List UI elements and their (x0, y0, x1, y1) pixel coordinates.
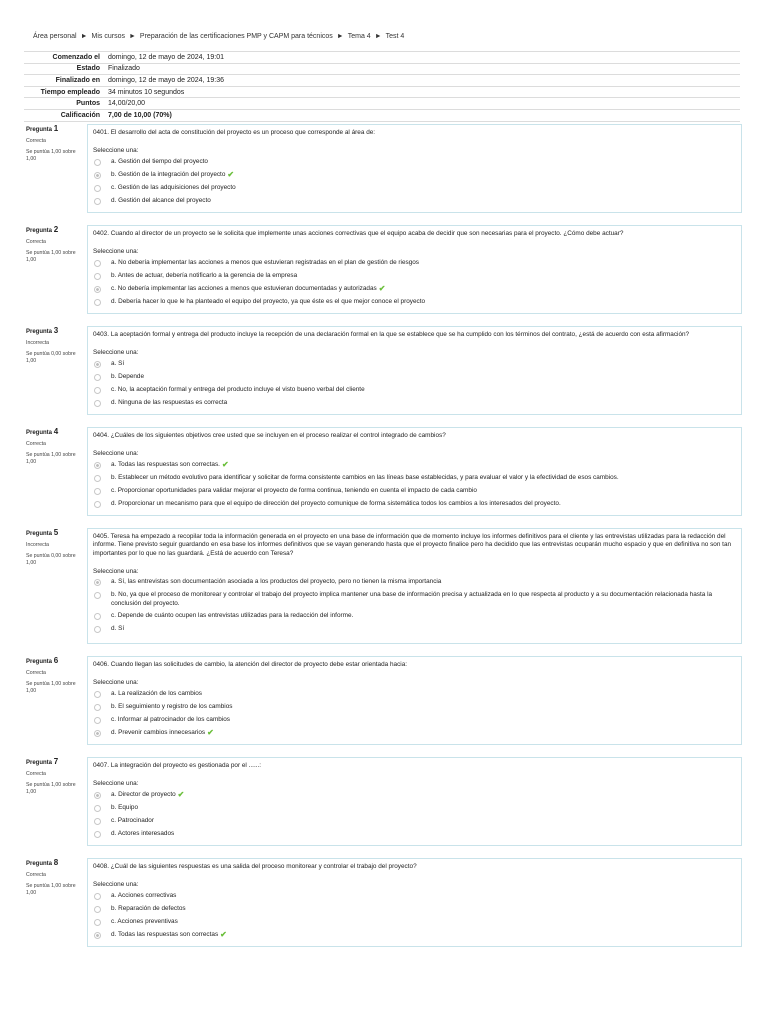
question-score: Se puntúa 1,00 sobre 1,00 (26, 680, 76, 694)
option-a[interactable] (93, 578, 736, 591)
option-label: a. No debería implementar las acciones a menos que estuvieran registradas en el plan de gestión de riesgos (111, 258, 419, 266)
radio-button[interactable] (94, 691, 101, 698)
option-label: a. Acciones correctivas (111, 891, 177, 899)
question-box (87, 656, 742, 745)
select-one-prompt: Seleccione una: (93, 450, 139, 458)
radio-button[interactable] (94, 704, 101, 711)
question-text: 0407. La integración del proyecto es gestionada por el ......: (93, 762, 262, 769)
option-c[interactable] (93, 918, 736, 931)
radio-button-selected[interactable] (94, 730, 101, 737)
question-info (26, 858, 82, 897)
radio-button-selected[interactable] (94, 286, 101, 293)
question-num: 8 (53, 858, 59, 867)
option-label: b. Equipo (111, 803, 139, 811)
question-number (26, 124, 82, 135)
option-d[interactable] (93, 298, 736, 311)
summary-value: 34 minutos 10 segundos (104, 86, 740, 98)
question-number (26, 427, 82, 438)
breadcrumb-test[interactable]: Test 4 (385, 33, 405, 40)
option-d[interactable] (93, 399, 736, 412)
option-label: a. Sí (111, 359, 125, 367)
option-label: d. Debería hacer lo que le ha planteado el equipo del proyecto, ya que éste es el que mejor conoce el proyecto (111, 297, 426, 305)
select-one-prompt: Seleccione una: (93, 881, 139, 889)
question-label: Pregunta (26, 760, 53, 766)
question-text: 0403. La aceptación formal y entrega del producto incluye la recepción de una declaración formal en la que se establece que se ha cumplido con los términos del contrato, ¿está de acuerdo con esta afirmación? (93, 331, 690, 338)
radio-button-selected[interactable] (94, 172, 101, 179)
radio-button[interactable] (94, 159, 101, 166)
option-c[interactable] (93, 817, 736, 830)
option-a[interactable] (93, 360, 736, 373)
question-label: Pregunta (26, 329, 53, 335)
question-num: 7 (53, 757, 59, 766)
radio-button-selected[interactable] (94, 792, 101, 799)
option-label: b. Reparación de defectos (111, 904, 186, 912)
question-score: Se puntúa 0,00 sobre 1,00 (26, 350, 76, 364)
question-num: 1 (53, 124, 59, 133)
question-num: 2 (53, 225, 59, 234)
option-label: d. Todas las respuestas son correctas (111, 930, 219, 938)
question-score: Se puntúa 1,00 sobre 1,00 (26, 249, 76, 263)
question-box (87, 326, 742, 415)
breadcrumb (33, 33, 404, 40)
breadcrumb-topic[interactable]: Tema 4 (347, 33, 371, 40)
summary-value: 14,00/20,00 (104, 98, 740, 110)
option-label: a. Gestión del tiempo del proyecto (111, 157, 208, 165)
question-info (26, 656, 82, 695)
question-info (26, 427, 82, 466)
radio-button[interactable] (94, 906, 101, 913)
radio-button-selected[interactable] (94, 361, 101, 368)
option-c[interactable] (93, 285, 736, 298)
option-label: a. Sí, las entrevistas son documentación asociada a los productos del proyecto, pero no tienen la misma importancia (111, 578, 442, 586)
question-score: Se puntúa 0,00 sobre 1,00 (26, 552, 76, 566)
question-label: Pregunta (26, 430, 53, 436)
summary-row-state (24, 63, 740, 75)
radio-button[interactable] (94, 185, 101, 192)
question-info (26, 528, 82, 567)
question-box (87, 225, 742, 314)
radio-button[interactable] (94, 831, 101, 838)
summary-row-points (24, 98, 740, 110)
option-label: c. Acciones preventivas (111, 917, 178, 925)
radio-button[interactable] (94, 613, 101, 620)
question-text: 0405. Teresa ha empezado a recopilar toda la información generada en el proyecto en una base de información que de momento incluye los informes definitivos para el cliente y las entrevistas utilizadas para la redacción del informe. Tiene previsto seguir guardando en esa base los informes definitivos que se vayan generando hasta que el proyecto finalice pero ha decidido que las entrevistas ocuparán mucho espacio y que en definitiva no son tan importantes por lo que no las guardará. ¿Está de acuerdo con Teresa? (93, 533, 732, 557)
question-box (87, 757, 742, 846)
question-box (87, 427, 742, 516)
option-a[interactable] (93, 892, 736, 905)
option-a[interactable] (93, 791, 736, 804)
question-score: Se puntúa 1,00 sobre 1,00 (26, 451, 76, 465)
option-d[interactable] (93, 729, 736, 742)
option-label: a. La realización de los cambios (111, 689, 202, 697)
question-score: Se puntúa 1,00 sobre 1,00 (26, 882, 76, 896)
summary-row-finished (24, 75, 740, 87)
question-info (26, 225, 82, 264)
breadcrumb-home[interactable]: Área personal (33, 33, 77, 40)
question-state: Correcta (26, 137, 46, 144)
option-a[interactable] (93, 259, 736, 272)
select-one-prompt: Seleccione una: (93, 780, 139, 788)
checkmark-icon: ✔ (207, 727, 214, 737)
checkmark-icon: ✔ (227, 169, 235, 179)
radio-button[interactable] (94, 818, 101, 825)
question-box (87, 124, 742, 213)
select-one-prompt: Seleccione una: (93, 567, 139, 575)
radio-button[interactable] (94, 273, 101, 280)
option-a[interactable] (93, 158, 736, 171)
question-state: Correcta (26, 770, 46, 777)
option-label: b. El seguimiento y registro de los cambios (111, 702, 233, 710)
question-label: Pregunta (26, 659, 53, 665)
question-state: Incorrecta (26, 541, 50, 548)
radio-button-selected[interactable] (94, 932, 101, 939)
option-label: a. Todas las respuestas son correctas. (111, 460, 220, 468)
option-label: c. No debería implementar las acciones a menos que estuvieran documentadas y autorizadas (111, 284, 377, 292)
question-info (26, 326, 82, 365)
option-b[interactable] (93, 373, 736, 386)
summary-value: domingo, 12 de mayo de 2024, 19:36 (104, 75, 740, 87)
option-c[interactable] (93, 386, 736, 399)
option-label: c. Patrocinador (111, 816, 154, 824)
question-text: 0406. Cuando llegan las solicitudes de cambio, la atención del director de proyecto debe estar orientada hacia: (93, 661, 408, 668)
question-number (26, 225, 82, 236)
breadcrumb-separator: ► (336, 33, 344, 40)
radio-button[interactable] (94, 400, 101, 407)
option-c[interactable] (93, 612, 736, 625)
checkmark-icon: ✔ (177, 789, 185, 799)
question-info (26, 757, 82, 796)
radio-button-selected[interactable] (94, 579, 101, 586)
summary-label: Puntos (24, 98, 104, 110)
breadcrumb-separator: ► (128, 33, 136, 40)
radio-button[interactable] (94, 488, 101, 495)
option-label: d. Sí (111, 625, 125, 633)
radio-button[interactable] (94, 626, 101, 633)
summary-value: domingo, 12 de mayo de 2024, 19:01 (104, 52, 740, 64)
option-label: d. Prevenir cambios innecesarios (111, 728, 206, 736)
option-b[interactable] (93, 171, 736, 184)
summary-row-grade (24, 109, 740, 121)
option-label: b. Establecer un método evolutivo para identificar y solicitar de forma consistente cambios en las líneas base establecidas, y para evaluar el valor y la efectividad de esos cambios. (111, 473, 619, 481)
summary-row-time (24, 86, 740, 98)
option-d[interactable] (93, 830, 736, 843)
option-b[interactable] (93, 591, 736, 612)
breadcrumb-my-courses[interactable]: Mis cursos (91, 33, 125, 40)
question-label: Pregunta (26, 127, 53, 133)
question-state: Correcta (26, 238, 46, 245)
select-one-prompt: Seleccione una: (93, 349, 139, 357)
checkmark-icon: ✔ (220, 929, 227, 939)
option-label: c. No, la aceptación formal y entrega del producto incluye el visto bueno verbal del cliente (111, 385, 365, 393)
option-label: c. Gestión de las adquisiciones del proyecto (111, 183, 236, 191)
summary-label: Tiempo empleado (24, 86, 104, 98)
select-one-prompt: Seleccione una: (93, 679, 139, 687)
question-state: Correcta (26, 440, 46, 447)
question-box (87, 858, 742, 947)
question-num: 4 (53, 427, 59, 436)
question-score: Se puntúa 1,00 sobre 1,00 (26, 781, 76, 795)
option-c[interactable] (93, 184, 736, 197)
option-a[interactable] (93, 690, 736, 703)
summary-label: Comenzado el (24, 52, 104, 64)
option-label: c. Informar al patrocinador de los cambios (111, 715, 230, 723)
option-label: b. Antes de actuar, debería notificarlo a la gerencia de la empresa (111, 271, 298, 279)
option-b[interactable] (93, 272, 736, 285)
radio-button[interactable] (94, 198, 101, 205)
option-a[interactable] (93, 461, 736, 474)
option-label: b. No, ya que el proceso de monitorear y controlar el trabajo del proyecto implica mantener una base de información precisa y actualizada en lo que respecta al producto y a su documentación relacionada hasta la conclusión del proyecto. (111, 591, 713, 607)
radio-button[interactable] (94, 260, 101, 267)
option-b[interactable] (93, 905, 736, 918)
option-d[interactable] (93, 625, 736, 638)
question-number (26, 757, 82, 768)
question-label: Pregunta (26, 531, 53, 537)
summary-row-started (24, 52, 740, 64)
question-number (26, 326, 82, 337)
radio-button[interactable] (94, 299, 101, 306)
radio-button[interactable] (94, 717, 101, 724)
option-b[interactable] (93, 804, 736, 817)
checkmark-icon: ✔ (221, 459, 229, 469)
option-d[interactable] (93, 931, 736, 944)
option-d[interactable] (93, 197, 736, 210)
question-text: 0402. Cuando al director de un proyecto se le solicita que implemente unas acciones correctivas que el equipo acaba de decidir que son necesarias para el proyecto. ¿Cómo debe actuar? (93, 230, 624, 237)
question-text: 0408. ¿Cuál de las siguientes respuestas es una salida del proceso monitorear y controlar el trabajo del proyecto? (93, 863, 417, 870)
option-label: c. Proporcionar oportunidades para validar mejorar el proyecto de forma continua, teniendo en cuenta el impacto de cada cambio (111, 486, 477, 494)
attempt-summary-table (24, 51, 740, 122)
summary-label: Finalizado en (24, 75, 104, 87)
option-label: d. Proporcionar un mecanismo para que el equipo de dirección del proyecto comunique de forma sistemática todos los cambios a los interesados del proyecto. (111, 499, 561, 507)
radio-button[interactable] (94, 805, 101, 812)
option-label: b. Depende (111, 372, 145, 380)
option-label: b. Gestión de la integración del proyecto (111, 170, 226, 178)
question-number (26, 528, 82, 539)
question-label: Pregunta (26, 228, 53, 234)
radio-button[interactable] (94, 592, 101, 599)
radio-button[interactable] (94, 387, 101, 394)
question-state: Correcta (26, 669, 46, 676)
question-number (26, 656, 82, 667)
question-text: 0404. ¿Cuáles de los siguientes objetivos cree usted que se incluyen en el proceso realizar el control integrado de cambios? (93, 432, 446, 439)
radio-button[interactable] (94, 475, 101, 482)
option-label: d. Gestión del alcance del proyecto (111, 196, 211, 204)
question-num: 5 (53, 528, 59, 537)
option-c[interactable] (93, 487, 736, 500)
summary-value: 7,00 de 10,00 (70%) (104, 109, 740, 121)
question-state: Correcta (26, 871, 46, 878)
question-info (26, 124, 82, 163)
breadcrumb-course[interactable]: Preparación de las certificaciones PMP y CAPM para técnicos (139, 33, 333, 40)
option-label: d. Ninguna de las respuestas es correcta (111, 398, 228, 406)
summary-label: Calificación (24, 109, 104, 121)
radio-button-selected[interactable] (94, 462, 101, 469)
radio-button[interactable] (94, 893, 101, 900)
option-label: d. Actores interesados (111, 829, 175, 837)
question-num: 3 (53, 326, 59, 335)
option-label: a. Director de proyecto (111, 790, 176, 798)
question-score: Se puntúa 1,00 sobre 1,00 (26, 148, 76, 162)
question-label: Pregunta (26, 861, 53, 867)
option-b[interactable] (93, 703, 736, 716)
option-d[interactable] (93, 500, 736, 513)
radio-button[interactable] (94, 374, 101, 381)
summary-value: Finalizado (104, 63, 740, 75)
option-label: c. Depende de cuánto ocupen las entrevistas utilizadas para la redacción del informe. (111, 612, 354, 620)
radio-button[interactable] (94, 501, 101, 508)
breadcrumb-separator: ► (80, 33, 88, 40)
question-text: 0401. El desarrollo del acta de constitución del proyecto es un proceso que corresponde al área de: (93, 129, 376, 136)
question-state: Incorrecta (26, 339, 50, 346)
question-number (26, 858, 82, 869)
select-one-prompt: Seleccione una: (93, 147, 139, 155)
select-one-prompt: Seleccione una: (93, 248, 139, 256)
question-num: 6 (53, 656, 59, 665)
option-b[interactable] (93, 474, 736, 487)
question-box (87, 528, 742, 644)
summary-label: Estado (24, 63, 104, 75)
checkmark-icon: ✔ (378, 283, 386, 293)
option-c[interactable] (93, 716, 736, 729)
radio-button[interactable] (94, 919, 101, 926)
breadcrumb-separator: ► (374, 33, 382, 40)
